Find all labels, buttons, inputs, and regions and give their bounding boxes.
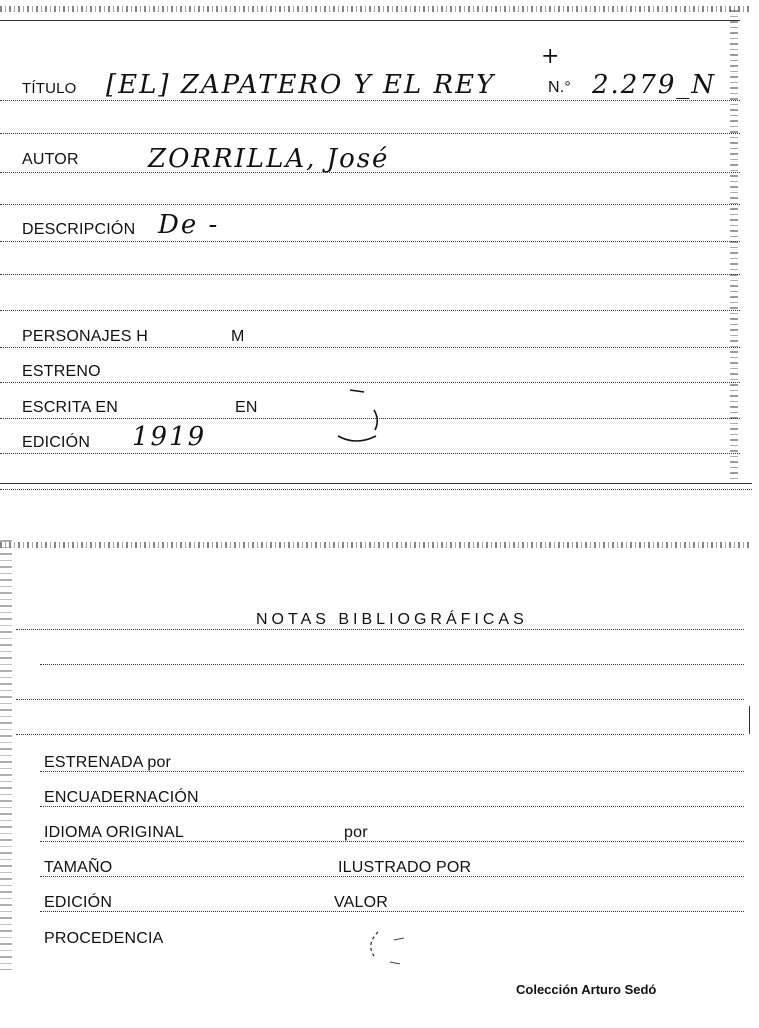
edicion-back-line <box>40 911 744 912</box>
spacer-line-2 <box>0 204 740 205</box>
notas-line-1 <box>16 629 744 630</box>
descripcion-value: De - <box>158 210 220 240</box>
card-edge-left <box>0 540 12 970</box>
ink-mark <box>330 380 390 450</box>
personajes-line <box>0 347 740 348</box>
estrenada-line <box>40 771 744 772</box>
edicion-line <box>0 453 740 454</box>
autor-value: ZORRILLA, José <box>148 144 390 174</box>
titulo-line <box>0 100 740 101</box>
catalog-card-front <box>0 0 752 494</box>
card-edge-top <box>0 6 752 12</box>
notas-heading: NOTAS BIBLIOGRÁFICAS <box>256 611 528 628</box>
edicion-label: EDICIÓN <box>22 434 91 451</box>
idioma-line <box>40 841 744 842</box>
numero-label: N.° <box>548 79 571 96</box>
estrenada-label: ESTRENADA por <box>44 754 172 771</box>
encuadernacion-label: ENCUADERNACIÓN <box>44 789 199 806</box>
numero-value: 2.279_N <box>592 70 717 100</box>
card-bottom-dots <box>0 489 752 490</box>
card-bottom-rule <box>0 483 752 484</box>
edicion-value: 1919 <box>132 422 207 452</box>
descripcion-line-2 <box>0 274 740 275</box>
idioma-por-label: por <box>344 824 368 841</box>
descripcion-line <box>0 241 740 242</box>
titulo-value: [EL] ZAPATERO Y EL REY <box>106 70 496 100</box>
notas-line-2 <box>40 664 744 665</box>
card-edge-top-back <box>0 542 752 548</box>
procedencia-label: PROCEDENCIA <box>44 930 164 947</box>
card-top-rule <box>0 20 740 21</box>
descripcion-label: DESCRIPCIÓN <box>22 221 136 238</box>
estreno-label: ESTRENO <box>22 363 101 380</box>
idioma-label: IDIOMA ORIGINAL <box>44 824 184 841</box>
encuadernacion-line <box>40 806 744 807</box>
stamp-mark <box>364 928 424 968</box>
autor-line <box>0 172 740 173</box>
escrita-label: ESCRITA EN <box>22 399 118 416</box>
autor-label: AUTOR <box>22 151 79 168</box>
tamano-line <box>40 876 744 877</box>
spacer-line-1 <box>0 133 740 134</box>
notas-line-3 <box>16 699 744 700</box>
catalog-card-back <box>0 540 752 1028</box>
notas-line-4 <box>16 734 744 735</box>
personajes-label: PERSONAJES H <box>22 328 148 345</box>
valor-label: VALOR <box>334 894 389 911</box>
personajes-m-label: M <box>231 328 245 345</box>
ilustrado-label: ILUSTRADO POR <box>338 859 472 876</box>
card-edge-right <box>730 10 738 480</box>
tamano-label: TAMAÑO <box>44 859 113 876</box>
escrita-en-label: EN <box>235 399 258 416</box>
coleccion-credit: Colección Arturo Sedó <box>516 982 657 997</box>
descripcion-line-3 <box>0 310 740 311</box>
titulo-label: TÍTULO <box>22 80 77 97</box>
numero-mark: + <box>541 44 562 69</box>
notas-tick <box>749 706 750 734</box>
edicion-back-label: EDICIÓN <box>44 894 113 911</box>
